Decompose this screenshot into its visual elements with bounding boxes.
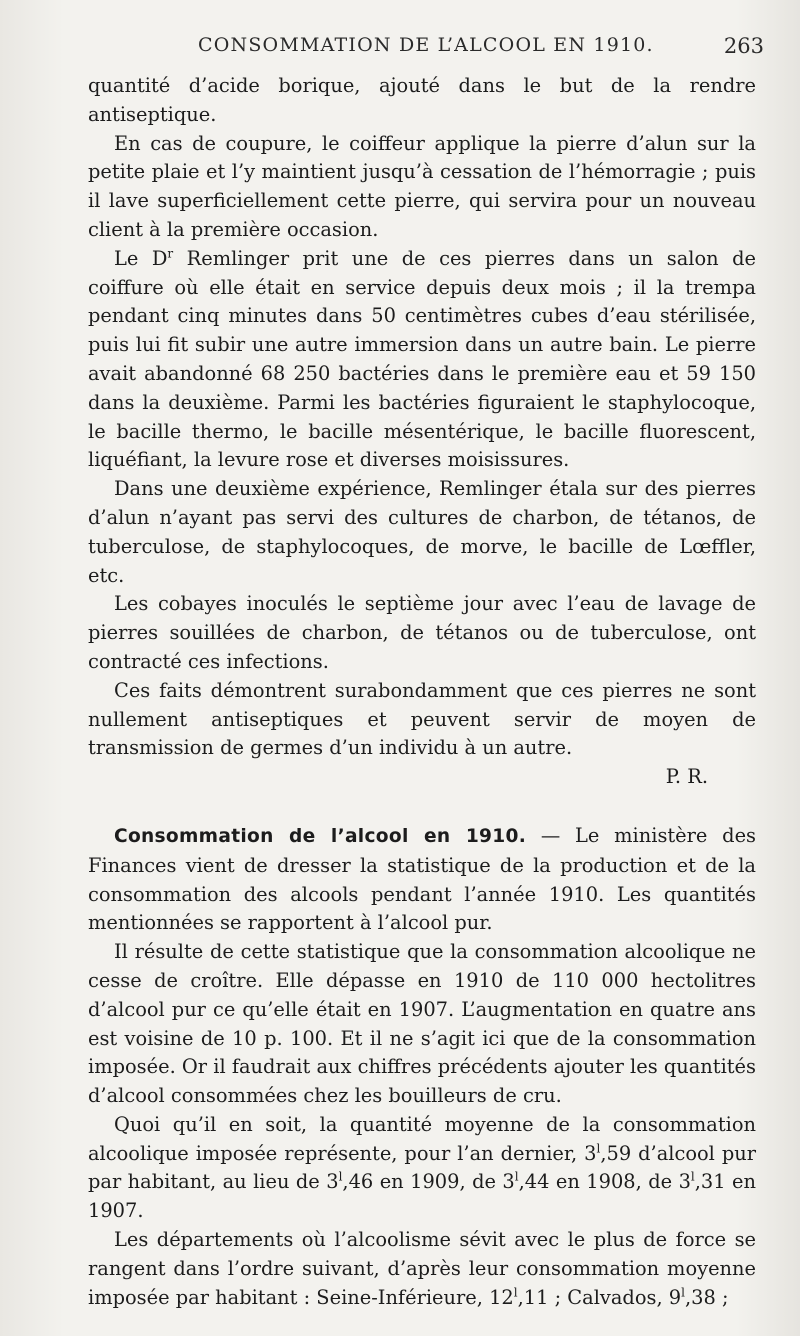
paragraph-3-rest: Remlinger prit une de ces pierres dans un salon de coiffure où elle était en service depuis deux mois ; il la trempa pendant cinq minutes dans 50 centimètres cubes d’eau stérilisée, puis lui fit subir une autre immersion dans un autre bain. Le pierre avait abandonné 68 250 bactéries dans le première eau et 59 150 dans la deuxième. Parmi les bactéries figuraient le staphylocoque, le bacille thermo, le bacille mésentérique, le bacille fluorescent, liquéfiant, la levure rose et diverses moisissures. [88,246,756,472]
body-text [88,72,756,1312]
p4-part-c: ,38 ; [684,1285,729,1309]
liter-superscript: l [338,1170,343,1185]
section-lead: — Le ministère des Finances vient de dresser la statistique de la production et de la consommation des alcools pendant l’année 1910. Les quantités mentionnées se rapportent à l’alcool pur. [88,823,757,935]
liter-superscript: l [690,1170,695,1185]
liter-superscript: l [514,1170,519,1185]
page-header [90,30,764,70]
paragraph-3 [88,245,756,475]
section-gap [88,792,756,822]
section-paragraph-2: Il résulte de cette statistique que la consommation alcoolique ne cesse de croître. Elle dépasse en 1910 de 110 000 hectolitres d’alcool pur ce qu’elle était en 1907. L’augmentation en quatre ans est voisine de 10 p. 100. Et il ne s’agit ici que de la consommation imposée. Or il faudrait aux chiffres précédents ajouter les quantités d’alcool consommées chez les bouilleurs de cru. [88,940,756,1108]
section-paragraph-4 [88,1226,756,1312]
paragraph-3-start: Le D [114,246,168,270]
liter-superscript: l [596,1141,601,1156]
p3-part-e: ,31 en 1907. [88,1170,757,1223]
p3-part-d: ,44 en 1908, de 3 [518,1170,691,1194]
paragraph-2: En cas de coupure, le coiffeur applique la pierre d’alun sur la petite plaie et l’y maintient jusqu’à cessation de l’hémorragie ; puis il lave superficiellement cette pierre, qui servira pour un nouveau client à la première occasion. [88,131,756,241]
signature: P. R. [665,765,708,789]
liter-superscript: l [513,1285,518,1300]
p3-part-a: Quoi qu’il en soit, la quantité moyenne de la consommation alcoolique imposée représente, pour l’an dernier, 3 [88,1112,756,1165]
section-paragraph-3 [88,1111,756,1226]
section-paragraph-1 [88,822,756,938]
paragraph-4: Dans une deuxième expérience, Remlinger étala sur des pierres d’alun n’ayant pas servi des cultures de charbon, de tétanos, de tuberculose, de staphylocoques, de morve, le bacille de Lœffler, etc. [88,477,756,587]
paragraph-6: Ces faits démontrent surabondamment que ces pierres ne sont nullement antiseptiques et peuvent servir de moyen de transmission de germes d’un individu à un autre. [88,678,756,760]
paragraph-5: Les cobayes inoculés le septième jour avec l’eau de lavage de pierres souillées de charbon, de tétanos ou de tuberculose, ont contracté ces infections. [88,592,756,673]
p3-part-c: ,46 en 1909, de 3 [342,1170,515,1194]
p4-part-a: Les départements où l’alcoolisme sévit avec le plus de force se rangent dans l’ordre suivant, d’après leur consommation moyenne imposée par habitant : Seine-Inférieure, 12 [88,1228,756,1309]
page-number: 263 [723,34,764,58]
running-title: CONSOMMATION DE L’ALCOOL EN 1910. [198,34,654,56]
paragraph-1: quantité d’acide borique, ajouté dans le but de la rendre antiseptique. [88,74,756,126]
doctor-superscript: r [167,246,174,261]
section-title: Consommation de l’alcool en 1910. [114,825,527,847]
liter-superscript: l [681,1285,685,1300]
p4-part-b: ,11 ; Calvados, 9 [517,1285,682,1309]
p3-part-b: ,59 d’alcool pur par habitant, au lieu de 3 [88,1141,756,1194]
